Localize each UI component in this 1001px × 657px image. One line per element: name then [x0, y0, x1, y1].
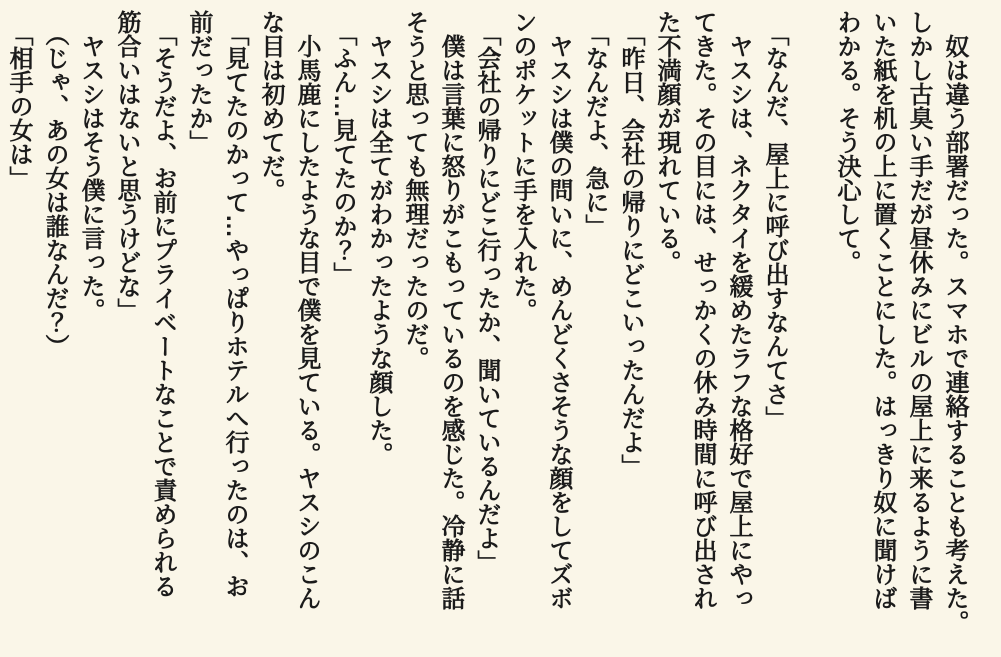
- vertical-text-body: [0, 10, 972, 650]
- text-line: ヤスシはそう僕に言った。: [77, 10, 104, 322]
- text-line: てきた。その目には、せっかくの休み時間に呼び出され: [689, 10, 716, 610]
- text-line: わかる。そう決心して。: [833, 10, 860, 274]
- text-line: 奴は違う部署だった。スマホで連絡することも考えた。: [941, 10, 968, 634]
- text-line: ヤスシは僕の問いに、めんどくさそうな顔をしてズボ: [545, 10, 572, 610]
- text-line: な目は初めてだ。: [257, 10, 284, 202]
- text-line: 「そうだよ、お前にプライベートなことで責められる: [149, 10, 176, 598]
- text-line: ヤスシは、ネクタイを緩めたラフな格好で屋上にやっ: [725, 10, 752, 610]
- text-line: 小馬鹿にしたような目で僕を見ている。ヤスシのこん: [293, 10, 320, 610]
- text-line: 「なんだよ、急に」: [581, 10, 608, 238]
- text-line: 僕は言葉に怒りがこもっているのを感じた。冷静に話: [437, 10, 464, 610]
- blank-line: [792, 10, 828, 650]
- text-line: 筋合いはないと思うけどな」: [113, 10, 140, 322]
- text-line: 「昨日、会社の帰りにどこいったんだよ」: [617, 10, 644, 478]
- text-line: 前だったか」: [185, 10, 212, 154]
- text-line: ンのポケットに手を入れた。: [509, 10, 536, 322]
- text-line: （じゃ、あの女は誰なんだ？）: [41, 10, 68, 358]
- text-line: 「なんだ、屋上に呼び出すなんてさ」: [761, 10, 788, 430]
- text-line: しかし古臭い手だが昼休みにビルの屋上に来るように書: [905, 10, 932, 610]
- text-line: 「会社の帰りにどこ行ったか、聞いているんだよ」: [473, 10, 500, 574]
- text-line: ヤスシは全てがわかったような顔した。: [365, 10, 392, 466]
- text-line: いた紙を机の上に置くことにした。はっきり奴に聞けば: [869, 10, 896, 610]
- text-line: そうと思っても無理だったのだ。: [401, 10, 428, 370]
- text-line: 「ふん…見てたのか？」: [329, 10, 356, 286]
- text-line: 「相手の女は」: [5, 10, 32, 190]
- text-line: た不満顔が現れている。: [653, 10, 680, 274]
- text-line: 「見てたのかって…やっぱりホテルへ行ったのは、お: [221, 10, 248, 598]
